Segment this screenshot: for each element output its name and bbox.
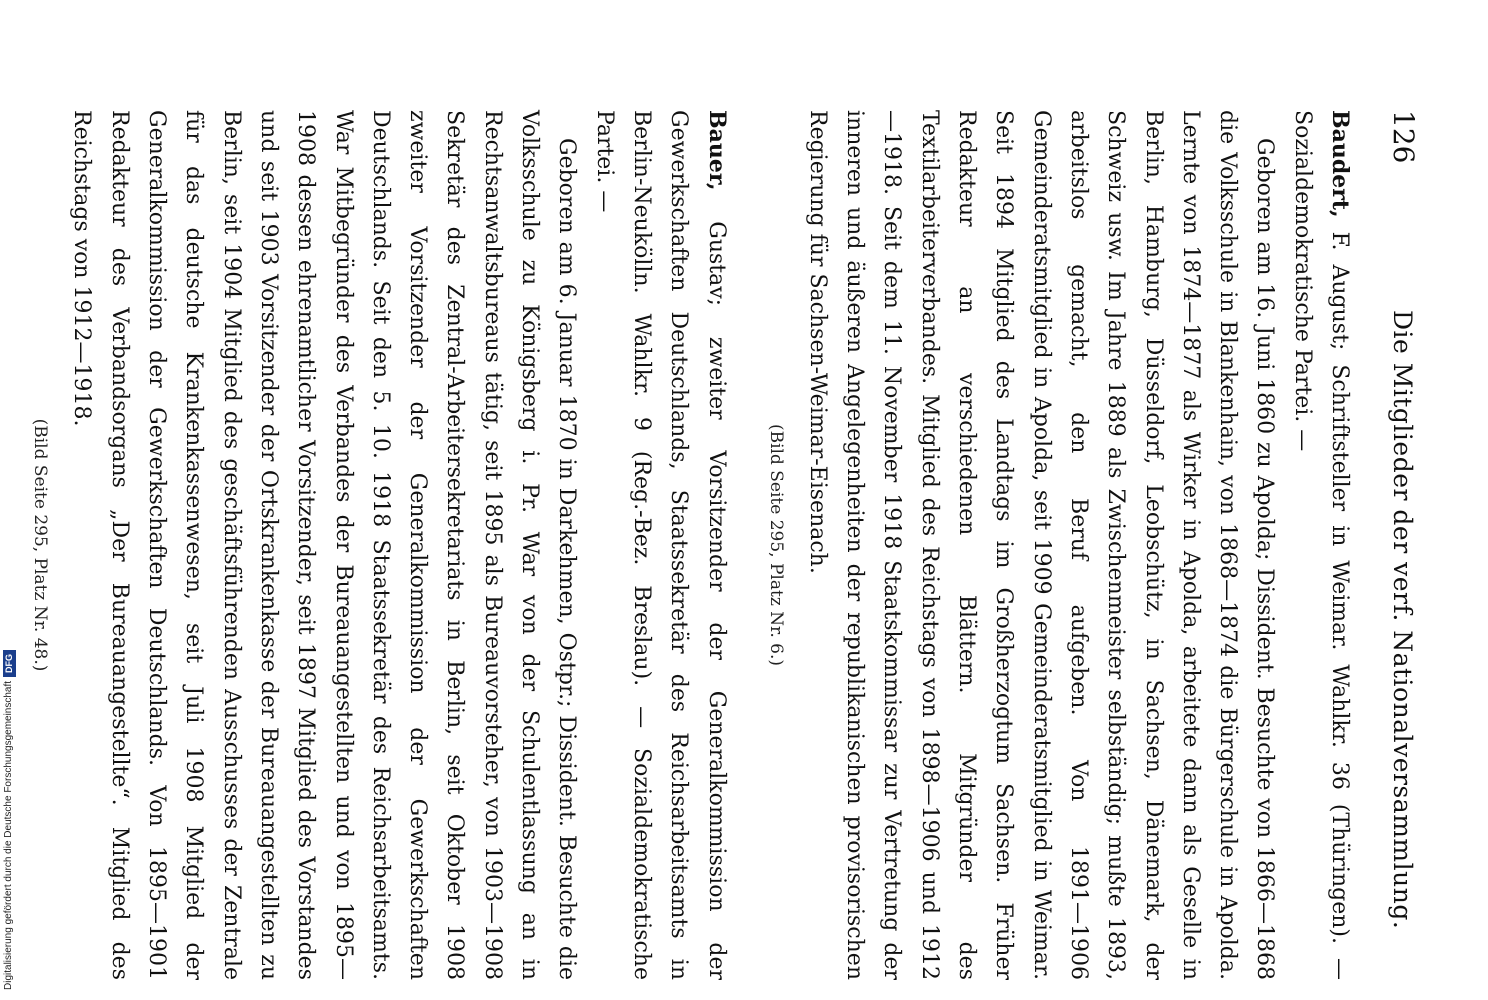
member-summary: Gustav; zweiter Vorsitzender der Generalkommission der Gewerkschaften Deutschlands, Staatssekretär des Reichsarbeitsamts in Berlin-Neukölln. Wahlkr. 9 (Reg.-Bez. Breslau). — Sozialdemokratische Partei. — [591,110,729,980]
entry-biography: Geboren am 16. Juni 1860 zu Apolda; Dissident. Besuchte von 1866—1868 die Volksschule in Blankenhain, von 1868—1874 die Bürgerschule in Apolda. Lernte von 1874—1877 als Wirker in Apolda, arbeitete dann als Geselle in Berlin, Hamburg, Düsseldorf, Leobschütz, in Sachsen, Dänemark, der Schweiz usw. Im Jahre 1889 als Zwischenmeister selbständig; mußte 1893, arbeitslos gemacht, den Beruf aufgeben. Von 1891—1906 Gemeinderatsmitglied in Apolda, seit 1909 Gemeinderatsmitglied in Weimar. Seit 1894 Mitglied des Landtags im Großherzogtum Sachsen. Früher Redakteur an verschiedenen Blättern. Mitgründer des Textilarbeiterverbandes. Mitglied des Reichstags von 1898—1906 und 1912—1918. Seit dem 11. November 1918 Staatskommissar zur Vertretung der inneren und äußeren Angelegenheiten der republikanischen provisorischen Regierung für Sachsen-Weimar-Eisenach. [804,110,1278,980]
page-number: 126 [1387,110,1420,164]
scanned-page [30,110,1420,980]
member-name: Baudert, [1327,110,1353,218]
member-summary: F. August; Schriftsteller in Weimar. Wahlkr. 36 (Thüringen). — Sozialdemokratische Partei. — [1289,110,1352,980]
member-entry-baudert [799,110,1358,980]
entry-lead [1283,110,1358,980]
digitization-credit [2,570,16,990]
dfg-logo: DFG [3,650,16,677]
entry-biography: Geboren am 6. Januar 1870 in Darkehmen, Ostpr.; Dissident. Besuchte die Volksschule zu Königsberg i. Pr. War von der Schulentlassung an in Rechtsanwaltsbureaus tätig, seit 1895 als Bureauvorsteher, von 1903—1908 Sekretär des Zentral-Arbeitersekretariats in Berlin, seit Oktober 1908 zweiter Vorsitzender der Generalkommission der Gewerkschaften Deutschlands. Seit den 5. 10. 1918 Staatssekretär des Reichsarbeitsamts. War Mitbegründer des Verbandes der Bureauangestellten und von 1895—1908 dessen ehrenamtlicher Vorsitzender, seit 1897 Mitglied des Vorstandes und seit 1903 Vorsitzender der Ortskrankenkasse der Bureauangestellten zu Berlin, seit 1904 Mitglied des geschäftsführenden Ausschusses der Zentrale für das deutsche Krankenkassenwesen, seit Juli 1908 Mitglied der Generalkommission der Gewerkschaften Deutschlands. Von 1895—1901 Redakteur des Verbandsorgans „Der Bureauangestellte“. Mitglied des Reichstags von 1912—1918. [69,110,580,980]
member-name: Bauer, [703,110,730,191]
page-header [1368,110,1420,980]
image-reference: (Bild Seite 295, Platz Nr. 48.) [30,418,51,672]
member-entry-bauer [63,110,734,980]
entry-lead [585,110,734,980]
credit-text: Digitalisierung gefördert durch die Deutsche Forschungsgemeinschaft [3,680,14,990]
image-reference: (Bild Seite 295, Platz Nr. 6.) [765,424,786,666]
running-title: Die Mitglieder der verf. Nationalversammlung. [1388,310,1417,930]
